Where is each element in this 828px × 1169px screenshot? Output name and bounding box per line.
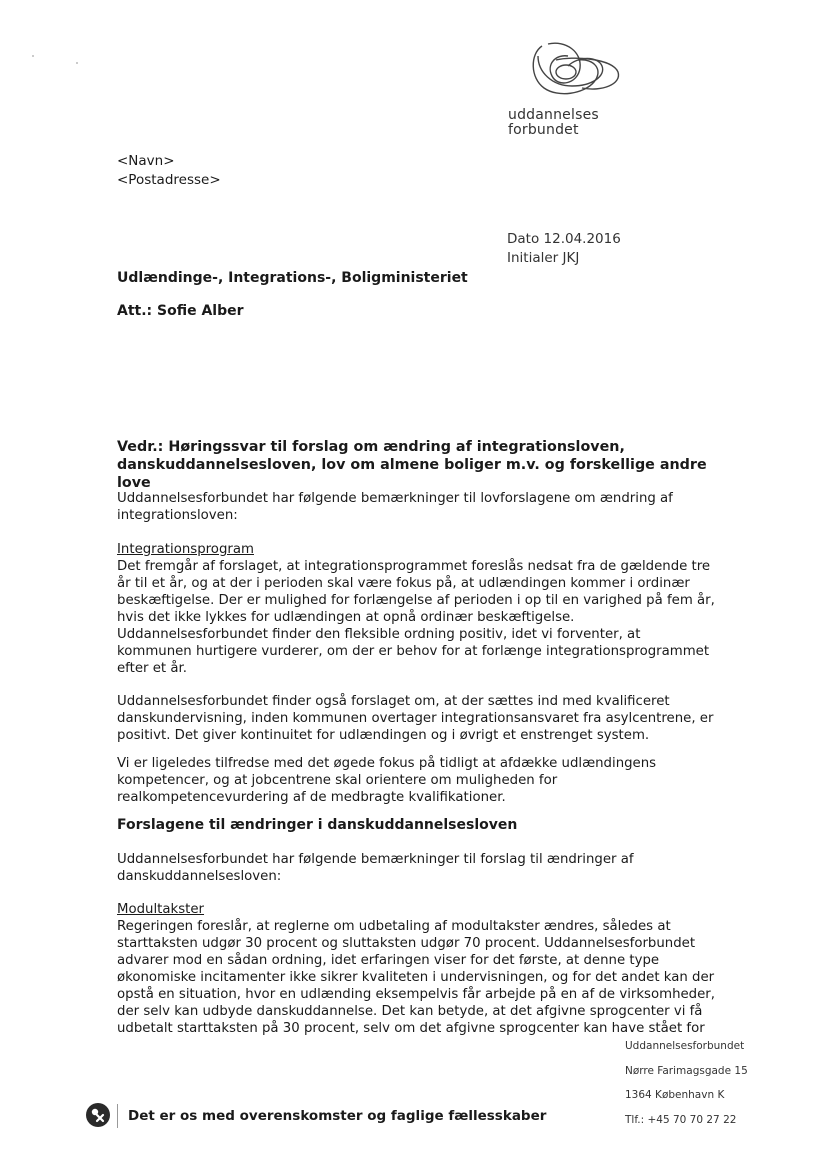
body-line: der selv kan udbyde danskuddannelse. Det kan betyde, at det afgivne sprogcenter vi få: [117, 1004, 703, 1019]
subject-line-1: Vedr.: Høringssvar til forslag om ændring af integrationsloven,: [117, 439, 625, 455]
paragraph-kvalificeret: [117, 693, 745, 744]
union-emblem-icon: [85, 1102, 111, 1128]
body-line: opstå en situation, hvor en udlænding eksempelvis får arbejde på en af de virksomheder,: [117, 987, 715, 1002]
letter-date: Dato 12.04.2016: [507, 231, 621, 247]
body-line: år til et år, og at der i perioden skal være fokus på, at udlændingen kommer i ordinær: [117, 576, 690, 591]
section-modultakster: [117, 901, 745, 1037]
paragraph-kompetencer: [117, 755, 745, 806]
body-line: danskuddannelsesloven:: [117, 869, 282, 884]
footer-divider: [117, 1104, 118, 1128]
uddannelsesforbundet-logo-icon: [522, 36, 622, 106]
body-line: efter et år.: [117, 661, 187, 676]
attention-line: Att.: Sofie Alber: [117, 303, 244, 319]
intro-paragraph: [117, 490, 745, 524]
subject-heading: [117, 438, 745, 492]
subject-line-2: danskuddannelsesloven, lov om almene boliger m.v. og forskellige andre love: [117, 457, 707, 491]
body-line: Regeringen foreslår, at reglerne om udbetaling af modultakster ændres, således at: [117, 919, 671, 934]
footer-org: Uddannelsesforbundet: [625, 1040, 745, 1052]
intro-line: Uddannelsesforbundet har følgende bemærkninger til lovforslagene om ændring af: [117, 491, 673, 506]
footer-slogan: Det er os med overenskomster og faglige fællesskaber: [128, 1108, 547, 1124]
address-postal: <Postadresse>: [117, 172, 221, 188]
section-heading: Modultakster: [117, 902, 205, 917]
address-name: <Navn>: [117, 153, 175, 169]
section-danskuddannelsesloven-intro: [117, 851, 745, 885]
recipient: Udlændinge-, Integrations-, Boligministeriet: [117, 270, 468, 286]
intro-line: integrationsloven:: [117, 508, 238, 523]
body-line: udbetalt starttaksten på 30 procent, selv om det afgivne sprogcenter kan have stået for: [117, 1021, 705, 1036]
section-danskuddannelsesloven-heading: Forslagene til ændringer i danskuddannelsesloven: [117, 817, 518, 833]
scan-speck: [32, 55, 34, 57]
body-line: Det fremgår af forslaget, at integrationsprogrammet foreslås nedsat fra de gældende tre: [117, 559, 711, 574]
footer-phone: Tlf.: +45 70 70 27 22: [625, 1114, 737, 1126]
letter-meta: [507, 230, 621, 268]
body-line: advarer mod en sådan ordning, idet erfaringen viser for det første, at denne type: [117, 953, 660, 968]
body-line: Uddannelsesforbundet finder også forslaget om, at der sættes ind med kvalificeret: [117, 694, 670, 709]
body-line: starttaksten udgør 30 procent og sluttaksten udgør 70 procent. Uddannelsesforbundet: [117, 936, 696, 951]
body-line: realkompetencevurdering af de medbragte kvalifikationer.: [117, 790, 506, 805]
body-line: hvis det ikke lykkes for udlændingen at opnå ordinær beskæftigelse.: [117, 610, 575, 625]
body-line: økonomiske incitamenter ikke sikrer kvaliteten i undervisningen, og for det andet kan der: [117, 970, 715, 985]
logo-wordmark: [508, 108, 599, 138]
letter-initials: Initialer JKJ: [507, 250, 580, 266]
scan-speck: [76, 62, 78, 64]
body-line: Vi er ligeledes tilfredse med det øgede fokus på tidligt at afdække udlændingens: [117, 756, 657, 771]
body-line: Uddannelsesforbundet har følgende bemærkninger til forslag til ændringer af: [117, 852, 634, 867]
body-line: kompetencer, og at jobcentrene skal orientere om muligheden for: [117, 773, 558, 788]
body-line: positivt. Det giver kontinuitet for udlændingen og i øvrigt et enstrenget system.: [117, 728, 650, 743]
body-line: beskæftigelse. Der er mulighed for forlængelse af perioden i op til en varighed på fem år,: [117, 593, 715, 608]
section-heading: Integrationsprogram: [117, 542, 254, 557]
footer-city: 1364 København K: [625, 1089, 725, 1101]
body-line: danskundervisning, inden kommunen overtager integrationsansvaret fra asylcentrene, er: [117, 711, 714, 726]
section-integrationsprogram: [117, 541, 745, 677]
footer-street: Nørre Farimagsgade 15: [625, 1065, 748, 1077]
body-line: kommunen hurtigere vurderer, om der er behov for at forlænge integrationsprogrammet: [117, 644, 710, 659]
logo-line-2: forbundet: [508, 122, 579, 138]
body-line: Uddannelsesforbundet finder den fleksible ordning positiv, idet vi forventer, at: [117, 627, 641, 642]
logo-line-1: uddannelses: [508, 107, 599, 123]
address-block: [117, 152, 221, 190]
